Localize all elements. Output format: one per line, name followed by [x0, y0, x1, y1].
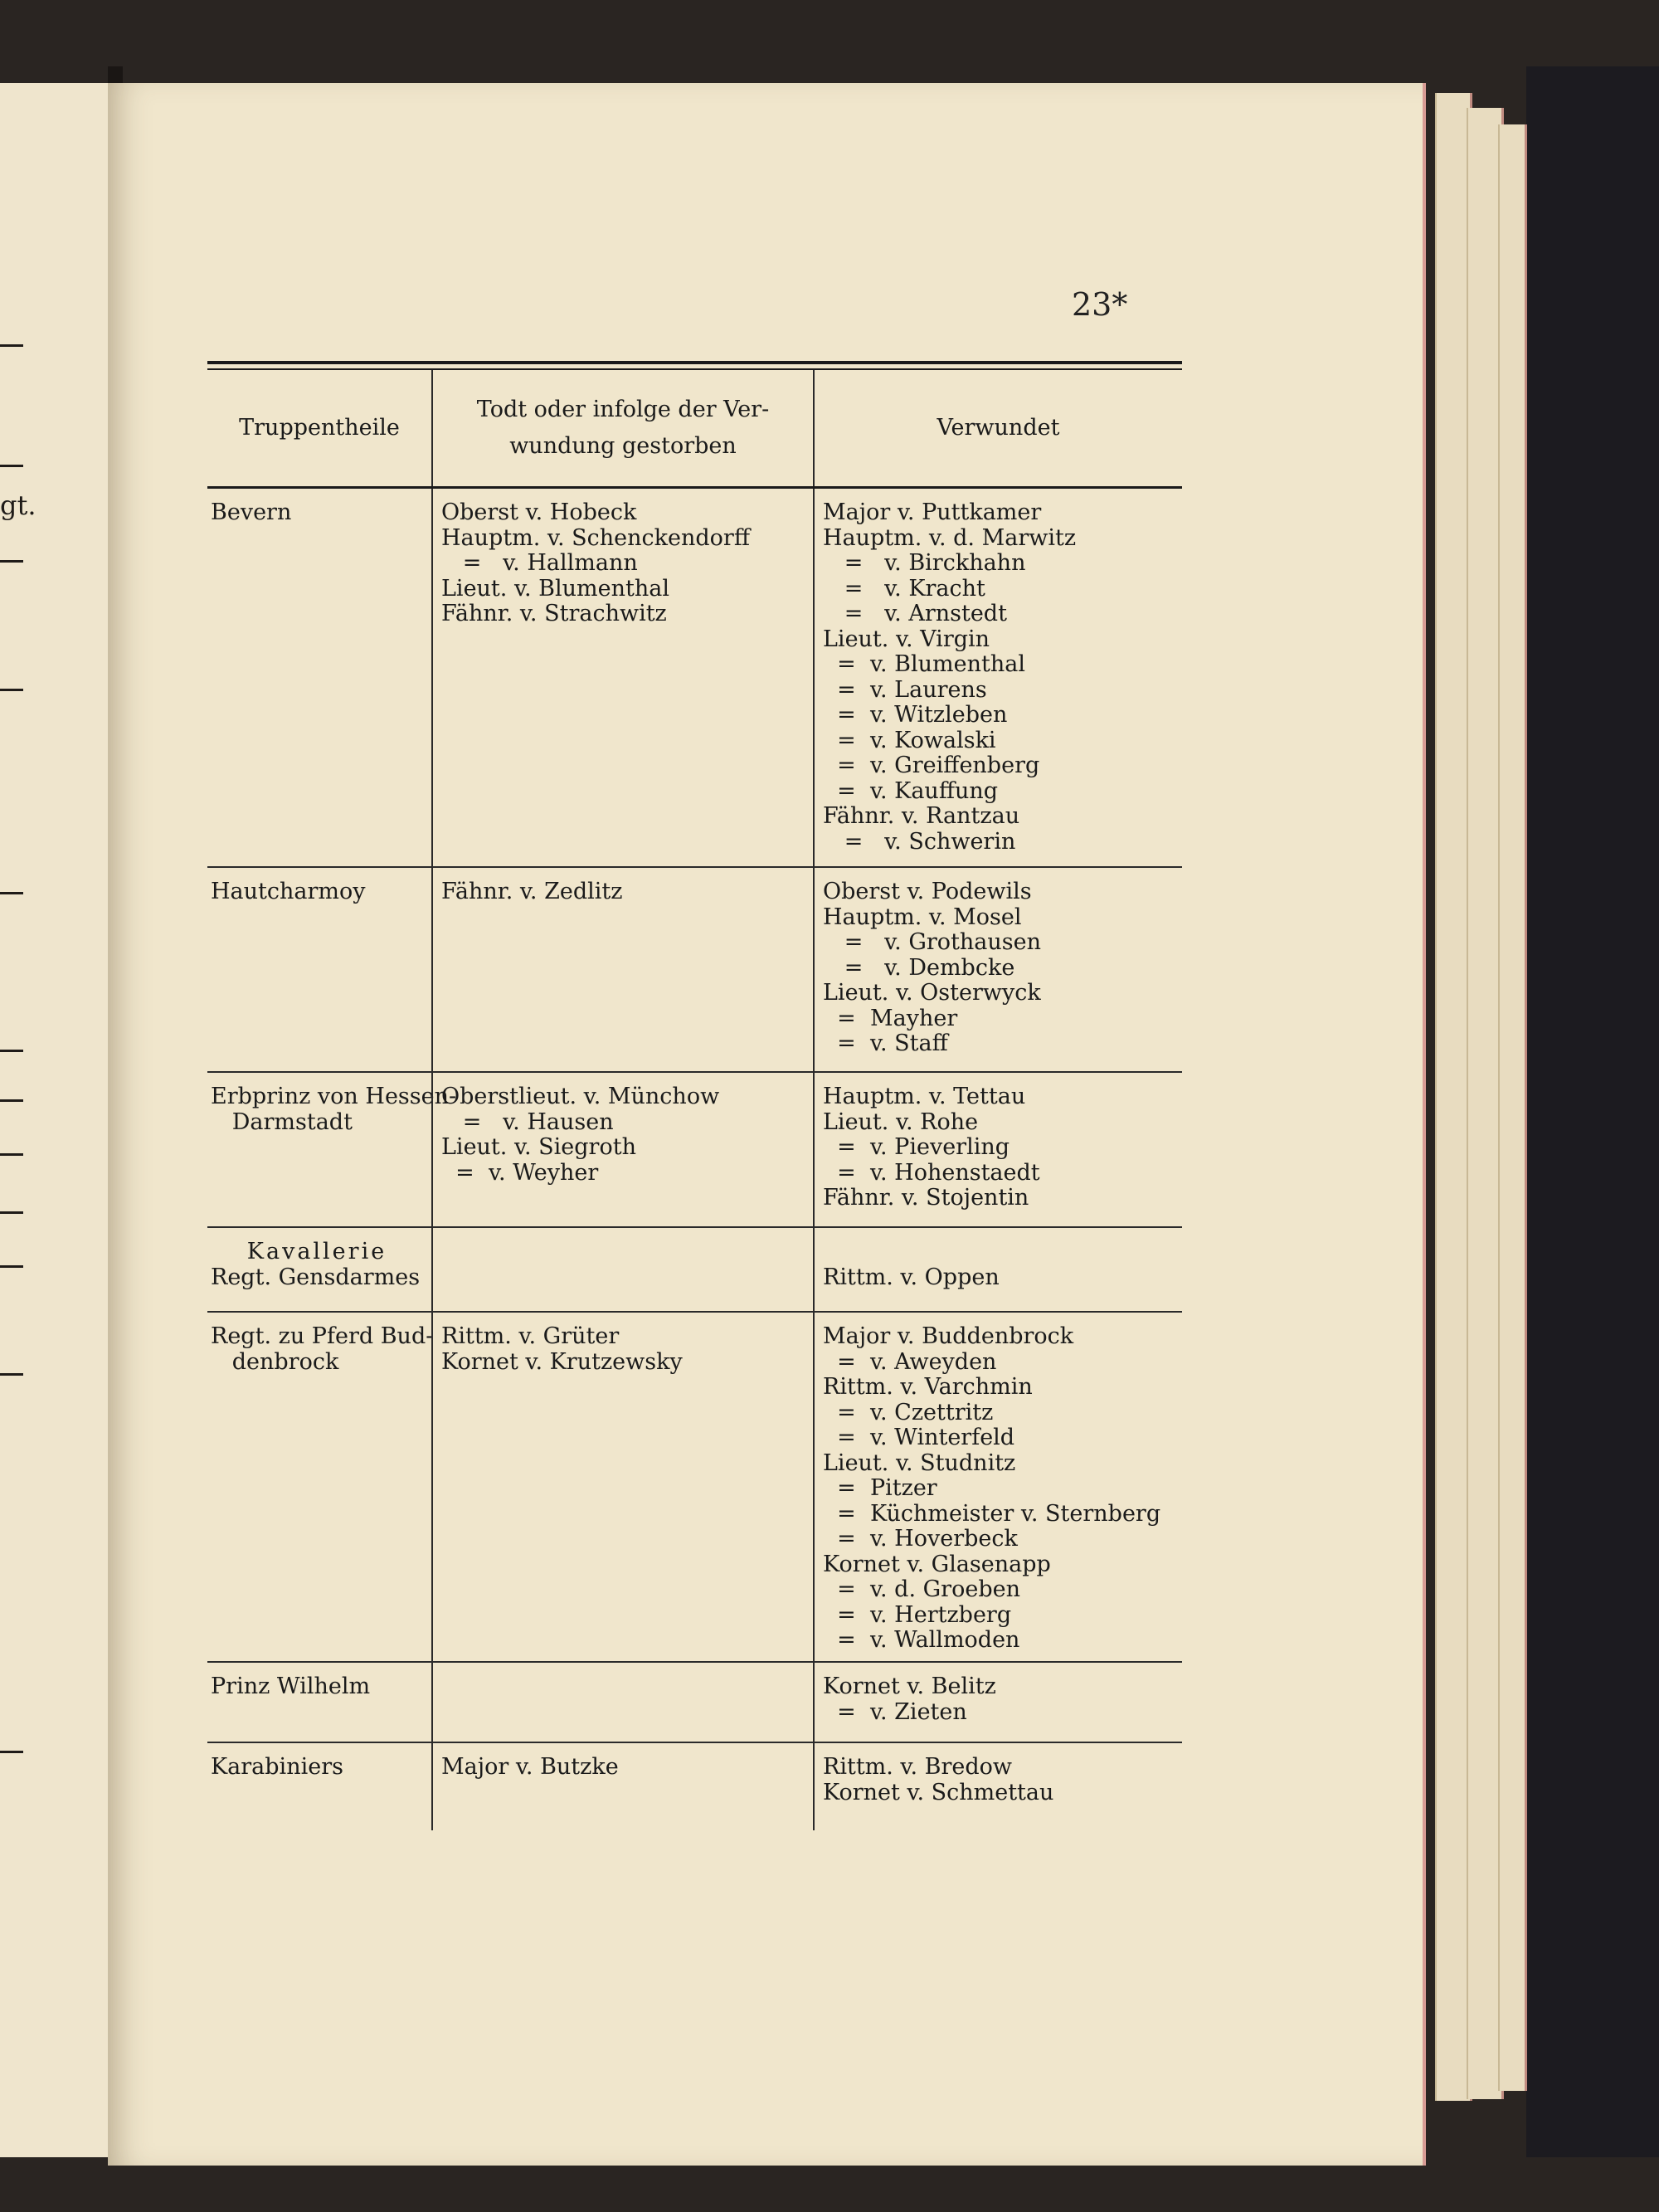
wounded-line: = v. Pieverling — [823, 1134, 1010, 1160]
table-row — [207, 1311, 1182, 1661]
dead-line: Oberstlieut. v. Münchow — [441, 1084, 720, 1109]
cell-dead — [431, 1313, 813, 1661]
table-row — [207, 1742, 1182, 1830]
table-row — [207, 866, 1182, 1071]
wounded-line: = v. Greiffenberg — [823, 753, 1040, 778]
unit-line: Erbprinz von Hessen- — [211, 1084, 457, 1109]
dead-line: Lieut. v. Blumenthal — [441, 575, 669, 602]
left-page-rule — [0, 1265, 23, 1268]
wounded-line: = v. Kauffung — [823, 777, 999, 804]
wounded-line — [823, 1240, 1174, 1265]
cell-wounded — [813, 1743, 1182, 1830]
left-page — [0, 83, 113, 2157]
page-number: 23* — [1072, 286, 1128, 323]
left-page-rule — [0, 689, 23, 691]
wounded-line: = v. Aweyden — [823, 1348, 997, 1375]
cell-dead — [431, 868, 813, 1071]
book-page — [108, 83, 1426, 2166]
left-page-rule — [0, 1751, 23, 1753]
wounded-line: Major v. Puttkamer — [823, 499, 1042, 525]
dead-line: Lieut. v. Siegroth — [441, 1134, 636, 1160]
left-page-rule — [0, 344, 23, 347]
wounded-line: Lieut. v. Studnitz — [823, 1449, 1016, 1476]
cell-dead — [431, 1743, 813, 1830]
cell-wounded — [813, 868, 1182, 1071]
dead-line: = v. Hausen — [441, 1108, 614, 1135]
wounded-line: = Pitzer — [823, 1475, 937, 1501]
wounded-line: = v. d. Groeben — [823, 1576, 1020, 1602]
wounded-line: = v. Wallmoden — [823, 1627, 1020, 1653]
wounded-line: Fähnr. v. Stojentin — [823, 1185, 1029, 1211]
wounded-line: = v. Winterfeld — [823, 1425, 1015, 1450]
cell-dead — [431, 1228, 813, 1311]
header-units: Truppentheile — [239, 415, 400, 441]
wounded-line: Hauptm. v. Mosel — [823, 904, 1022, 930]
wounded-line: = Mayher — [823, 1005, 958, 1031]
unit-line: Regt. zu Pferd Bud- — [211, 1323, 434, 1349]
dead-line: = v. Weyher — [441, 1159, 599, 1186]
left-page-rule — [0, 560, 23, 563]
wounded-line: = v. Hertzberg — [823, 1601, 1012, 1628]
wounded-line: = v. Kowalski — [823, 727, 996, 753]
wounded-line: = v. Schwerin — [823, 828, 1016, 855]
cell-unit — [207, 1663, 431, 1742]
wounded-line: = v. Witzleben — [823, 702, 1008, 728]
unit-line: Prinz Wilhelm — [211, 1674, 371, 1699]
wounded-line: Kornet v. Belitz — [823, 1674, 996, 1699]
wounded-line: Rittm. v. Oppen — [823, 1264, 1000, 1290]
cell-wounded — [813, 1073, 1182, 1226]
dead-line: Oberst v. Hobeck — [441, 499, 637, 525]
unit-line: Kavallerie — [246, 1239, 387, 1264]
wounded-line: = Küchmeister v. Sternberg — [823, 1500, 1161, 1527]
unit-line: Bevern — [211, 499, 292, 525]
cell-wounded — [813, 489, 1182, 866]
table-row — [207, 1071, 1182, 1226]
left-page-rule — [0, 1153, 23, 1156]
wounded-line: = v. Blumenthal — [823, 651, 1025, 677]
wounded-line: = v. Hohenstaedt — [823, 1159, 1040, 1186]
wounded-line: Oberst v. Podewils — [823, 879, 1032, 904]
table-row — [207, 1661, 1182, 1742]
cell-unit — [207, 489, 431, 866]
left-page-rule — [0, 465, 23, 467]
wounded-line: = v. Grothausen — [823, 929, 1042, 955]
wounded-line: Lieut. v. Osterwyck — [823, 980, 1041, 1006]
cell-unit — [207, 1228, 431, 1311]
wounded-line: = v. Hoverbeck — [823, 1526, 1018, 1552]
wounded-line: Fähnr. v. Rantzau — [823, 803, 1020, 829]
wounded-line: = v. Laurens — [823, 676, 987, 703]
wounded-line: Kornet v. Glasenapp — [823, 1551, 1051, 1577]
dead-line: = v. Hallmann — [441, 550, 638, 576]
dead-line: Kornet v. Krutzewsky — [441, 1348, 683, 1375]
header-dead: Todt oder infolge der Ver-wundung gestorben — [431, 370, 813, 486]
left-page-rule — [0, 1050, 23, 1052]
wounded-line: Lieut. v. Virgin — [823, 626, 990, 652]
unit-line: denbrock — [211, 1348, 339, 1375]
wounded-line: = v. Kracht — [823, 575, 985, 602]
dead-line: Rittm. v. Grüter — [441, 1323, 620, 1349]
left-page-rule — [0, 1099, 23, 1102]
table-top-rule — [207, 361, 1182, 364]
dead-line: Fähnr. v. Strachwitz — [441, 601, 667, 626]
wounded-line: = v. Arnstedt — [823, 601, 1007, 626]
wounded-line: Rittm. v. Varchmin — [823, 1374, 1033, 1400]
wounded-line: = v. Staff — [823, 1030, 948, 1056]
left-page-fragment: gt. — [0, 490, 36, 521]
page-stack — [1498, 124, 1527, 2091]
cell-dead — [431, 489, 813, 866]
cell-wounded — [813, 1228, 1182, 1311]
dead-line: Fähnr. v. Zedlitz — [441, 879, 623, 904]
wounded-line: Lieut. v. Rohe — [823, 1108, 979, 1135]
dead-line: Hauptm. v. Schenckendorff — [441, 524, 751, 551]
cell-wounded — [813, 1663, 1182, 1742]
cell-unit — [207, 1073, 457, 1226]
unit-line: Regt. Gensdarmes — [211, 1264, 421, 1290]
cell-dead — [431, 1073, 813, 1226]
wounded-line: Hauptm. v. Tettau — [823, 1084, 1026, 1109]
cell-unit — [207, 1313, 434, 1661]
cell-unit — [207, 1743, 431, 1830]
wounded-line: = v. Zieten — [823, 1698, 967, 1725]
cell-wounded — [813, 1313, 1182, 1661]
dead-line: Major v. Butzke — [441, 1754, 619, 1780]
left-page-rule — [0, 1211, 23, 1214]
header-wounded: Verwundet — [813, 370, 1182, 486]
wounded-line: Major v. Buddenbrock — [823, 1323, 1074, 1349]
wounded-line: Kornet v. Schmettau — [823, 1779, 1054, 1805]
wounded-line: Hauptm. v. d. Marwitz — [823, 524, 1077, 551]
wounded-line: = v. Birckhahn — [823, 550, 1026, 576]
left-page-rule — [0, 1373, 23, 1376]
table-body — [207, 489, 1182, 1830]
wounded-line: Rittm. v. Bredow — [823, 1754, 1013, 1780]
wounded-line: = v. Dembcke — [823, 954, 1015, 981]
left-page-rule — [0, 892, 23, 894]
wounded-line: = v. Czettritz — [823, 1399, 994, 1425]
cell-dead — [431, 1663, 813, 1742]
book-cover-edge — [1526, 66, 1659, 2157]
unit-line: Hautcharmoy — [211, 879, 366, 904]
table-row — [207, 489, 1182, 866]
table-row — [207, 1226, 1182, 1311]
cell-unit — [207, 868, 431, 1071]
unit-line: Karabiniers — [211, 1754, 343, 1780]
casualty-table — [207, 361, 1182, 1830]
table-header — [207, 370, 1182, 489]
unit-line: Darmstadt — [211, 1108, 353, 1135]
